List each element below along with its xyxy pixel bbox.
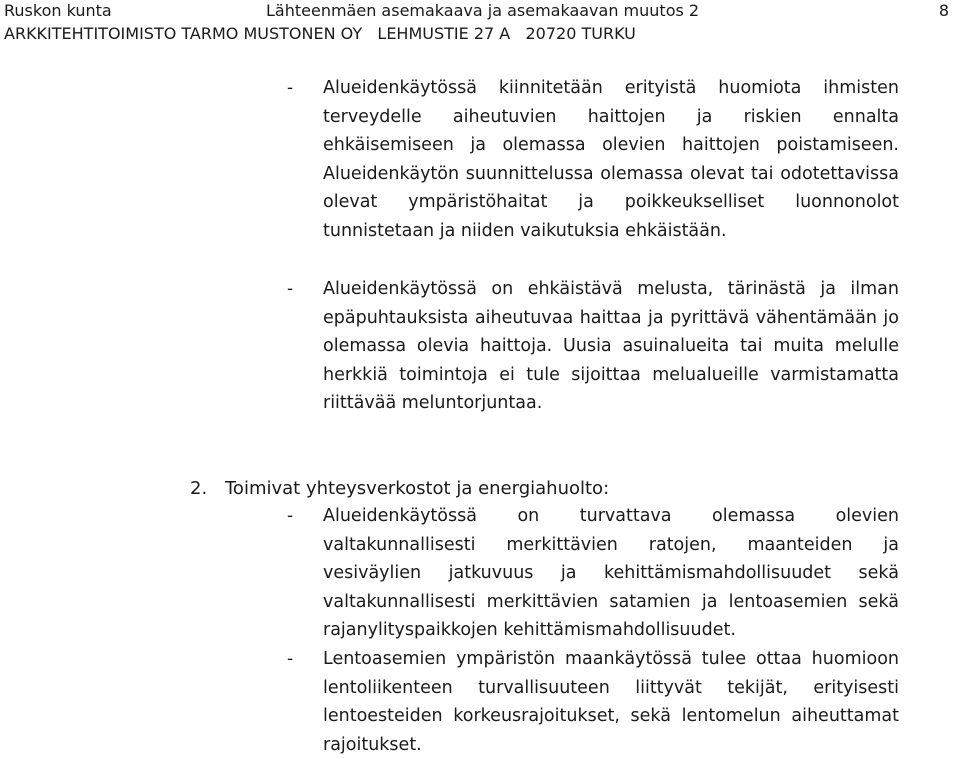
bullet-dash: -: [287, 78, 294, 98]
paragraph-transport-networks: Alueidenkäytössä on turvattava olemassa olevien valtakunnallisesti merkittävien ratojen, maanteiden ja vesiväylien jatkuvuus ja kehittämismahdollisuudet sekä valtakunnallisesti merkittävien satamien ja lentoasemien sekä rajanylityspaikkojen kehittämismahdollisuudet.: [323, 506, 899, 641]
office-address: LEHMUSTIE 27 A: [377, 24, 511, 43]
paragraph-noise: Alueidenkäytössä on ehkäistävä melusta, tärinästä ja ilman epäpuhtauksista aiheutuvaa haittaa ja pyrittävä vähentämään jo olemassa olevia haittoja. Uusia asuinalueita tai muita melulle herkkiä toimintoja ei tule sijoittaa melualueille varmistamatta riittävää meluntorjuntaa.: [323, 279, 899, 414]
paragraph-airports: Lentoasemien ympäristön maankäytössä tulee ottaa huomioon lentoliikenteen turvallisuuteen liittyvät tekijät, erityisesti lentoesteiden korkeusrajoitukset, sekä lentomelun aiheuttamat rajoitukset.: [323, 649, 899, 755]
page-number: 8: [938, 1, 949, 20]
office-name: ARKKITEHTITOIMISTO TARMO MUSTONEN OY: [4, 24, 363, 43]
section-number: 2.: [190, 478, 208, 499]
header-line-2: [4, 24, 636, 44]
bullet-dash: -: [287, 506, 294, 526]
section-heading: [190, 475, 609, 504]
municipality-name: Ruskon kunta: [4, 1, 112, 20]
document-title: Lähteenmäen asemakaava ja asemakaavan muutos 2: [266, 1, 700, 20]
paragraph-health-risks: Alueidenkäytössä kiinnitetään erityistä huomiota ihmisten terveydelle aiheutuvien haittojen ja riskien ennalta ehkäisemiseen ja olemassa olevien haittojen poistamiseen. Alueidenkäytön suunnittelussa olemassa olevat tai odotettavissa olevat ympäristöhaitat ja poikkeukselliset luonnonolot tunnistetaan ja niiden vaikutuksia ehkäistään.: [323, 78, 899, 241]
bullet-dash: -: [287, 279, 294, 299]
page-header: [0, 0, 959, 50]
office-postal: 20720 TURKU: [525, 24, 636, 43]
bullet-dash: -: [287, 649, 294, 669]
header-line-1: [4, 1, 700, 21]
section-title: Toimivat yhteysverkostot ja energiahuolto:: [225, 478, 610, 499]
